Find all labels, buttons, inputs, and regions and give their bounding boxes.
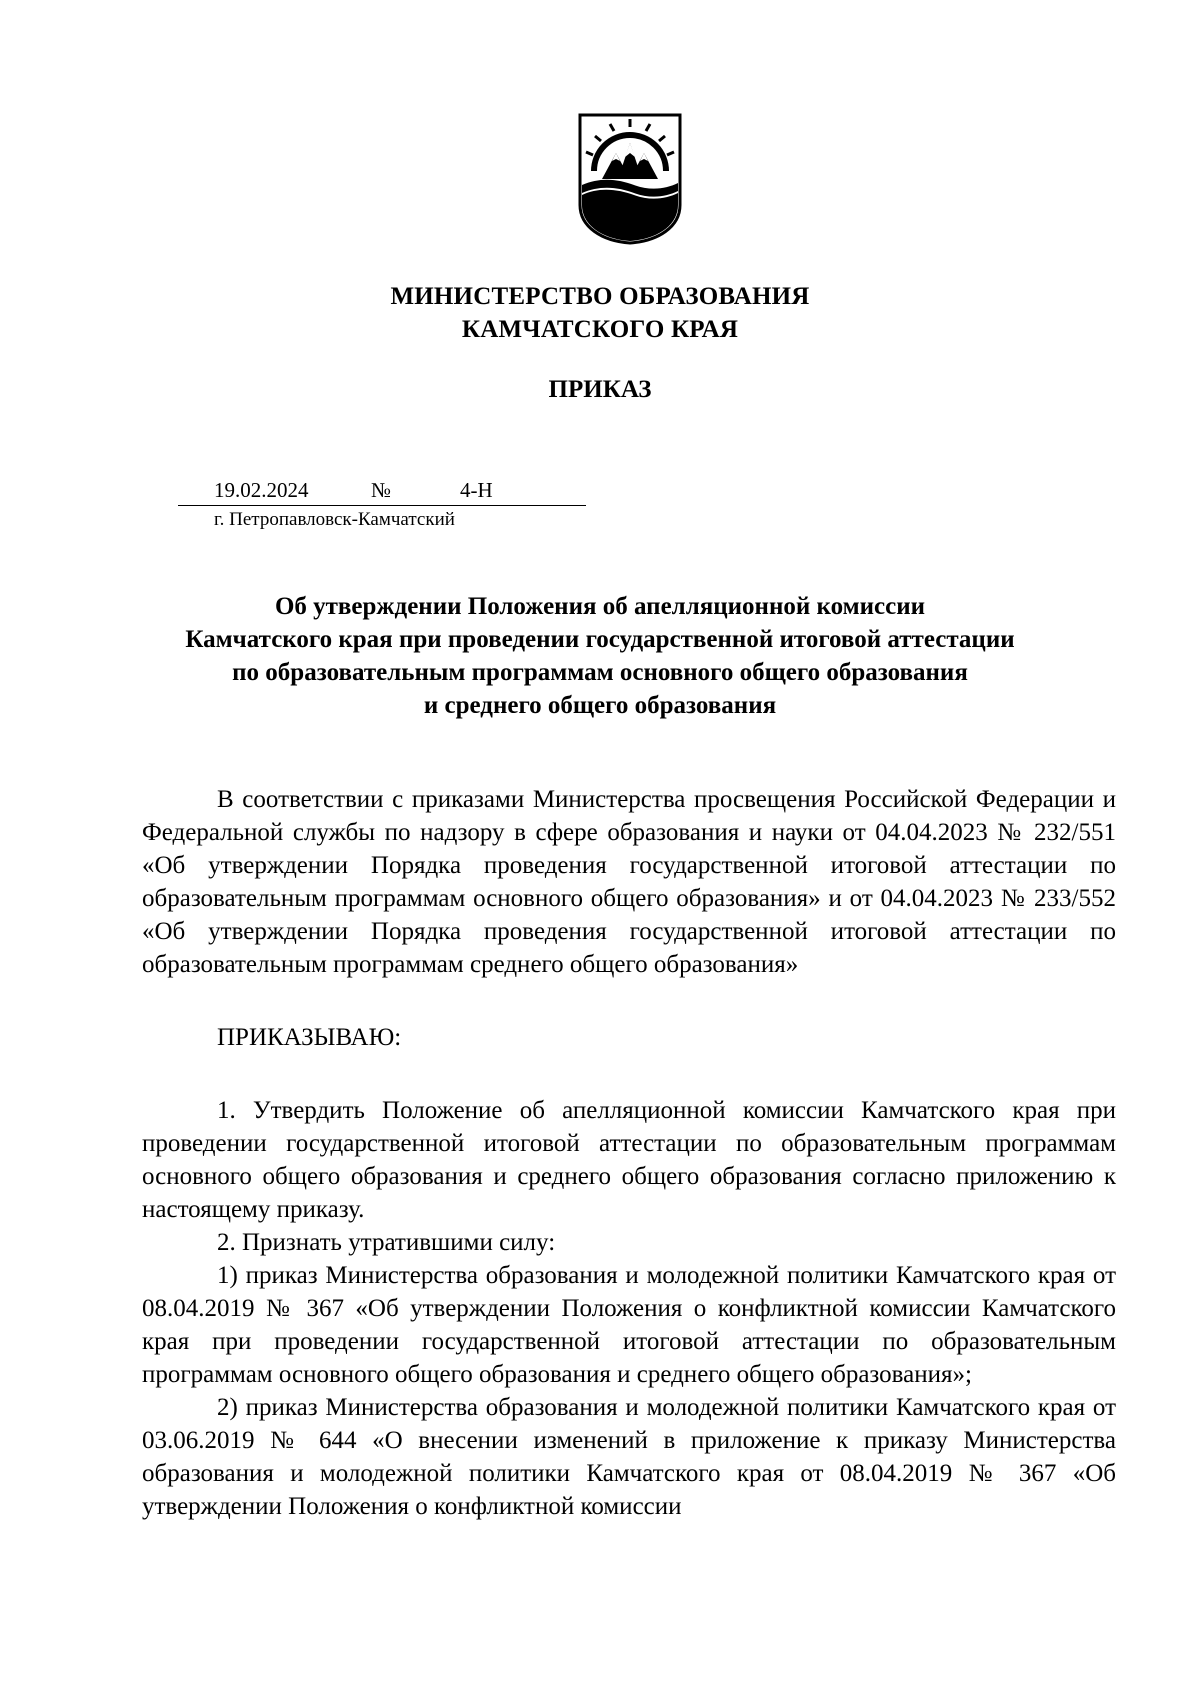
document-title xyxy=(0,590,1200,722)
document-body xyxy=(142,783,1116,1523)
item-2-paragraph: 2. Признать утратившими силу: xyxy=(217,1229,556,1256)
coat-of-arms-icon xyxy=(578,113,682,245)
org-line-2: КАМЧАТСКОГО КРАЯ xyxy=(461,316,739,343)
item-2-2-paragraph: 2) приказ Министерства образования и молодежной политики Камчатского края от 03.06.2019 № 644 «О внесении изменений в приложение к приказу Министерства образования и молодежной политики Камчатского края от 08.04.2019 № 367 «Об утверждении Положения о конфликтной комиссии xyxy=(142,1394,1116,1520)
item-1-paragraph: 1. Утвердить Положение об апелляционной комиссии Камчатского края при проведении государственной итоговой аттестации по образовательным программам основного общего образования и среднего общего образования согласно приложению к настоящему приказу. xyxy=(142,1097,1116,1223)
document-number: 4-Н xyxy=(460,478,493,502)
org-line-1: МИНИСТЕРСТВО ОБРАЗОВАНИЯ xyxy=(390,283,810,310)
title-line-2: Камчатского края при проведении государственной итоговой аттестации xyxy=(185,626,1015,653)
city: г. Петропавловск-Камчатский xyxy=(214,509,455,530)
title-line-4: и среднего общего образования xyxy=(423,692,777,719)
number-sign: № xyxy=(371,478,392,502)
item-2-1-paragraph: 1) приказ Министерства образования и молодежной политики Камчатского края от 08.04.2019 № 367 «Об утверждении Положения о конфликтной комиссии Камчатского края при проведении государственной итоговой аттестации по образовательным программам основного общего образования и среднего общего образования»; xyxy=(142,1262,1116,1388)
document-date: 19.02.2024 xyxy=(214,478,309,502)
date-number-line xyxy=(178,475,586,506)
title-line-3: по образовательным программам основного общего образования xyxy=(232,659,968,686)
document-type: ПРИКАЗ xyxy=(548,376,652,403)
preamble-paragraph: В соответствии с приказами Министерства просвещения Российской Федерации и Федеральной службы по надзору в сфере образования и науки от 04.04.2023 № 232/551 «Об утверждении Порядка проведения государственной итоговой аттестации по образовательным программам основного общего образования» и от 04.04.2023 № 233/552 «Об утверждении Порядка проведения государственной итоговой аттестации по образовательным программам среднего общего образования» xyxy=(142,786,1116,978)
title-line-1: Об утверждении Положения об апелляционной комиссии xyxy=(274,593,926,620)
organization-name xyxy=(0,280,1200,346)
decree-word: ПРИКАЗЫВАЮ: xyxy=(217,1024,402,1051)
